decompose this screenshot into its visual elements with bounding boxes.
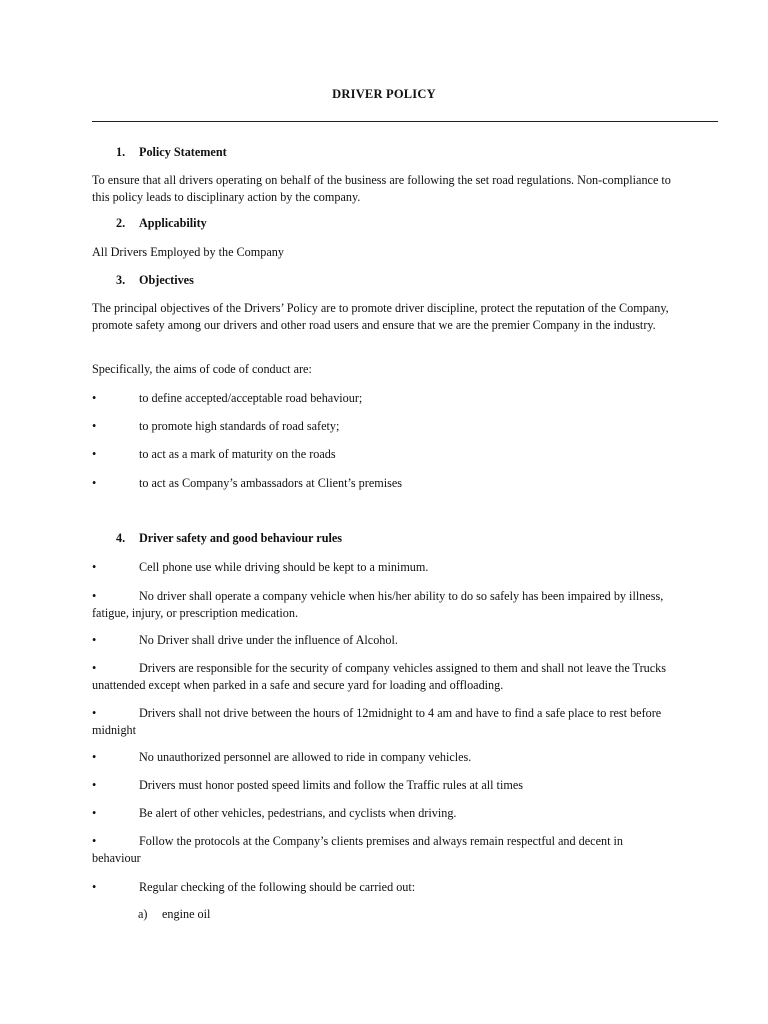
list-item bbox=[92, 660, 672, 693]
sub-list-label: a) bbox=[138, 907, 148, 921]
list-item-text: to act as Company’s ambassadors at Client’s premises bbox=[139, 476, 402, 490]
list-item bbox=[92, 446, 672, 463]
bullet-mark: • bbox=[92, 589, 97, 603]
section-title: Objectives bbox=[139, 273, 194, 287]
bullet-mark: • bbox=[92, 778, 97, 792]
sub-list-text: engine oil bbox=[162, 907, 211, 921]
list-item-text: No unauthorized personnel are allowed to ride in company vehicles. bbox=[139, 750, 472, 764]
list-item-text: to act as a mark of maturity on the roads bbox=[139, 447, 336, 461]
bullet-mark: • bbox=[92, 806, 97, 820]
list-item bbox=[92, 833, 672, 866]
bullet-mark: • bbox=[92, 880, 97, 894]
list-item bbox=[92, 475, 672, 492]
bullet-mark: • bbox=[92, 391, 97, 405]
list-item bbox=[92, 805, 672, 822]
section-title: Policy Statement bbox=[139, 145, 227, 159]
list-item-text: No Driver shall drive under the influence of Alcohol. bbox=[139, 633, 398, 647]
applicability-text: All Drivers Employed by the Company bbox=[92, 245, 284, 259]
list-item bbox=[92, 705, 672, 738]
list-item bbox=[92, 390, 672, 407]
list-item-text: Follow the protocols at the Company’s clients premises and always remain respectful and decent in behaviour bbox=[92, 834, 623, 865]
list-item-text: Be alert of other vehicles, pedestrians, and cyclists when driving. bbox=[139, 806, 457, 820]
bullet-mark: • bbox=[92, 419, 97, 433]
list-item bbox=[92, 749, 672, 766]
bullet-mark: • bbox=[92, 476, 97, 490]
section-heading-applicability bbox=[116, 216, 207, 231]
title-divider bbox=[92, 121, 718, 122]
list-item bbox=[92, 559, 672, 576]
list-item bbox=[92, 418, 672, 435]
list-item-text: Regular checking of the following should be carried out: bbox=[139, 880, 416, 894]
bullet-mark: • bbox=[92, 834, 97, 848]
list-item-text: to promote high standards of road safety; bbox=[139, 419, 340, 433]
list-item-text: Drivers shall not drive between the hours of 12midnight to 4 am and have to find a safe place to rest before midnight bbox=[92, 706, 662, 737]
list-item-text: Drivers must honor posted speed limits and follow the Traffic rules at all times bbox=[139, 778, 523, 792]
sub-list-item bbox=[138, 907, 210, 922]
objectives-text: The principal objectives of the Drivers’ Policy are to promote driver discipline, protect the reputation of the Company, promote safety among our drivers and other road users and ensure that we are the premier Company in the industry. bbox=[92, 301, 669, 332]
list-item bbox=[92, 588, 672, 621]
list-item bbox=[92, 879, 672, 896]
list-item bbox=[92, 777, 672, 794]
section-title: Applicability bbox=[139, 216, 207, 230]
list-item-text: Cell phone use while driving should be kept to a minimum. bbox=[139, 560, 429, 574]
section-heading-driver-safety bbox=[116, 531, 342, 546]
section-number: 2. bbox=[116, 216, 126, 230]
bullet-mark: • bbox=[92, 750, 97, 764]
bullet-mark: • bbox=[92, 447, 97, 461]
list-item-text: to define accepted/acceptable road behaviour; bbox=[139, 391, 363, 405]
section-title: Driver safety and good behaviour rules bbox=[139, 531, 343, 545]
list-item-text: Drivers are responsible for the security of company vehicles assigned to them and shall not leave the Trucks unattended except when parked in a safe and secure yard for loading and offloading. bbox=[92, 661, 666, 692]
bullet-mark: • bbox=[92, 633, 97, 647]
document-title: DRIVER POLICY bbox=[332, 87, 436, 101]
section-heading-objectives bbox=[116, 273, 194, 288]
policy-statement-text: To ensure that all drivers operating on behalf of the business are following the set road regulations. Non-compliance to this policy leads to disciplinary action by the company. bbox=[92, 173, 671, 204]
list-item bbox=[92, 632, 672, 649]
section-heading-policy-statement bbox=[116, 145, 227, 160]
list-item-text: No driver shall operate a company vehicle when his/her ability to do so safely has been impaired by illness, fatigue, injury, or prescription medication. bbox=[92, 589, 664, 620]
section-number: 1. bbox=[116, 145, 126, 159]
aims-intro-text: Specifically, the aims of code of conduct are: bbox=[92, 362, 312, 376]
bullet-mark: • bbox=[92, 661, 97, 675]
bullet-mark: • bbox=[92, 560, 97, 574]
section-number: 4. bbox=[116, 531, 126, 545]
section-number: 3. bbox=[116, 273, 126, 287]
bullet-mark: • bbox=[92, 706, 97, 720]
